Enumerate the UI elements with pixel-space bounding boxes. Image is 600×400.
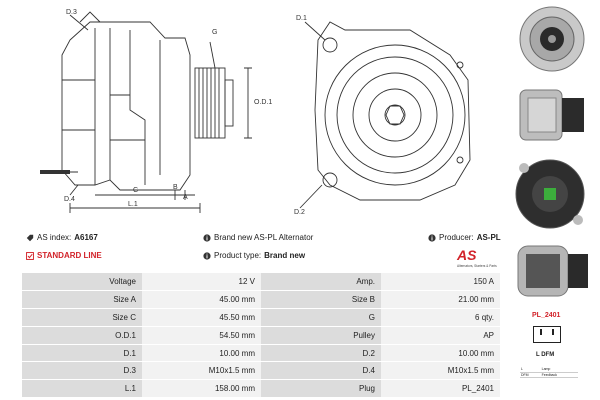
spec-label: Size A — [22, 291, 142, 309]
spec-row — [22, 344, 500, 362]
technical-drawing — [0, 0, 505, 228]
spec-table — [22, 273, 500, 398]
plug-legend-row — [520, 372, 578, 377]
label-c: C — [133, 187, 139, 194]
checkbox-icon — [26, 252, 34, 260]
spec-value: 10.00 mm — [142, 344, 261, 362]
spec-label: D.1 — [22, 344, 142, 362]
spec-table-body — [22, 273, 500, 398]
spec-value: M10x1.5 mm — [381, 362, 500, 380]
spec-row — [22, 273, 500, 291]
spec-label: L.1 — [22, 380, 142, 398]
logo-text: AS — [457, 247, 477, 263]
as-pl-logo — [455, 245, 501, 269]
spec-row — [22, 380, 500, 398]
spec-value: 45.50 mm — [142, 309, 261, 327]
spec-label: Size B — [261, 291, 381, 309]
spec-row — [22, 291, 500, 309]
producer-row — [428, 233, 501, 242]
plug-code: PL_2401 — [532, 312, 561, 319]
spec-label: D.2 — [261, 344, 381, 362]
logo-subtext: Alternators, Starters & Parts — [457, 264, 497, 268]
photo-angle-view[interactable] — [510, 236, 594, 306]
standard-line-row — [26, 251, 102, 260]
spec-label: Plug — [261, 380, 381, 398]
plug-pin-dfm — [552, 329, 554, 335]
spec-label: G — [261, 309, 381, 327]
photo-rear-view[interactable] — [510, 152, 594, 234]
description-row — [203, 233, 313, 242]
product-type-row — [203, 251, 305, 260]
spec-row — [22, 326, 500, 344]
label-d2: D.2 — [294, 209, 305, 216]
spec-value: 6 qty. — [381, 309, 500, 327]
photo-front-view[interactable] — [510, 2, 594, 76]
plug-legend-desc: Feedback — [541, 372, 578, 377]
spec-label: Size C — [22, 309, 142, 327]
spec-value: 10.00 mm — [381, 344, 500, 362]
spec-value: 158.00 mm — [142, 380, 261, 398]
spec-label: Pulley — [261, 326, 381, 344]
label-a: A — [183, 194, 188, 201]
plug-pin-labels: L DFM — [536, 352, 555, 358]
label-g: G — [212, 29, 218, 36]
producer-value: AS-PL — [476, 233, 501, 242]
spec-value: PL_2401 — [381, 380, 500, 398]
spec-label: D.3 — [22, 362, 142, 380]
label-d3: D.3 — [66, 9, 77, 16]
spec-value: 21.00 mm — [381, 291, 500, 309]
producer-label: Producer: — [439, 233, 474, 242]
info-icon — [203, 252, 211, 260]
spec-label: D.4 — [261, 362, 381, 380]
standard-line-label: STANDARD LINE — [37, 251, 102, 260]
plug-legend-pin: DFM — [520, 372, 541, 377]
label-b: B — [173, 184, 178, 191]
label-d1: D.1 — [296, 15, 307, 22]
spec-value: 54.50 mm — [142, 326, 261, 344]
spec-label: Voltage — [22, 273, 142, 291]
as-index — [26, 233, 98, 242]
label-od1: O.D.1 — [254, 99, 273, 106]
spec-value: 150 A — [381, 273, 500, 291]
description-text: Brand new AS-PL Alternator — [214, 233, 314, 242]
alternator-drawing-svg — [0, 0, 505, 228]
plug-pin-l — [540, 329, 542, 335]
spec-value: AP — [381, 326, 500, 344]
plug-diagram — [533, 326, 561, 343]
as-index-value: A6167 — [74, 233, 98, 242]
as-index-label: AS index: — [37, 233, 72, 242]
spec-label: O.D.1 — [22, 326, 142, 344]
plug-legend — [520, 367, 578, 378]
product-type-label: Product type: — [214, 251, 262, 260]
spec-value: M10x1.5 mm — [142, 362, 261, 380]
product-type-value: Brand new — [264, 251, 306, 260]
spec-label: Amp. — [261, 273, 381, 291]
plug-legend-body — [520, 367, 578, 377]
spec-value: 45.00 mm — [142, 291, 261, 309]
info-icon — [428, 234, 436, 242]
spec-row — [22, 309, 500, 327]
label-d4: D.4 — [64, 196, 75, 203]
photo-side-view[interactable] — [510, 78, 594, 150]
spec-value: 12 V — [142, 273, 261, 291]
spec-row — [22, 362, 500, 380]
label-l1: L.1 — [128, 201, 138, 208]
plug-legend-pin: L — [520, 367, 541, 372]
info-icon — [203, 234, 211, 242]
plug-legend-desc: Lamp — [541, 367, 578, 372]
tag-icon — [26, 234, 34, 242]
